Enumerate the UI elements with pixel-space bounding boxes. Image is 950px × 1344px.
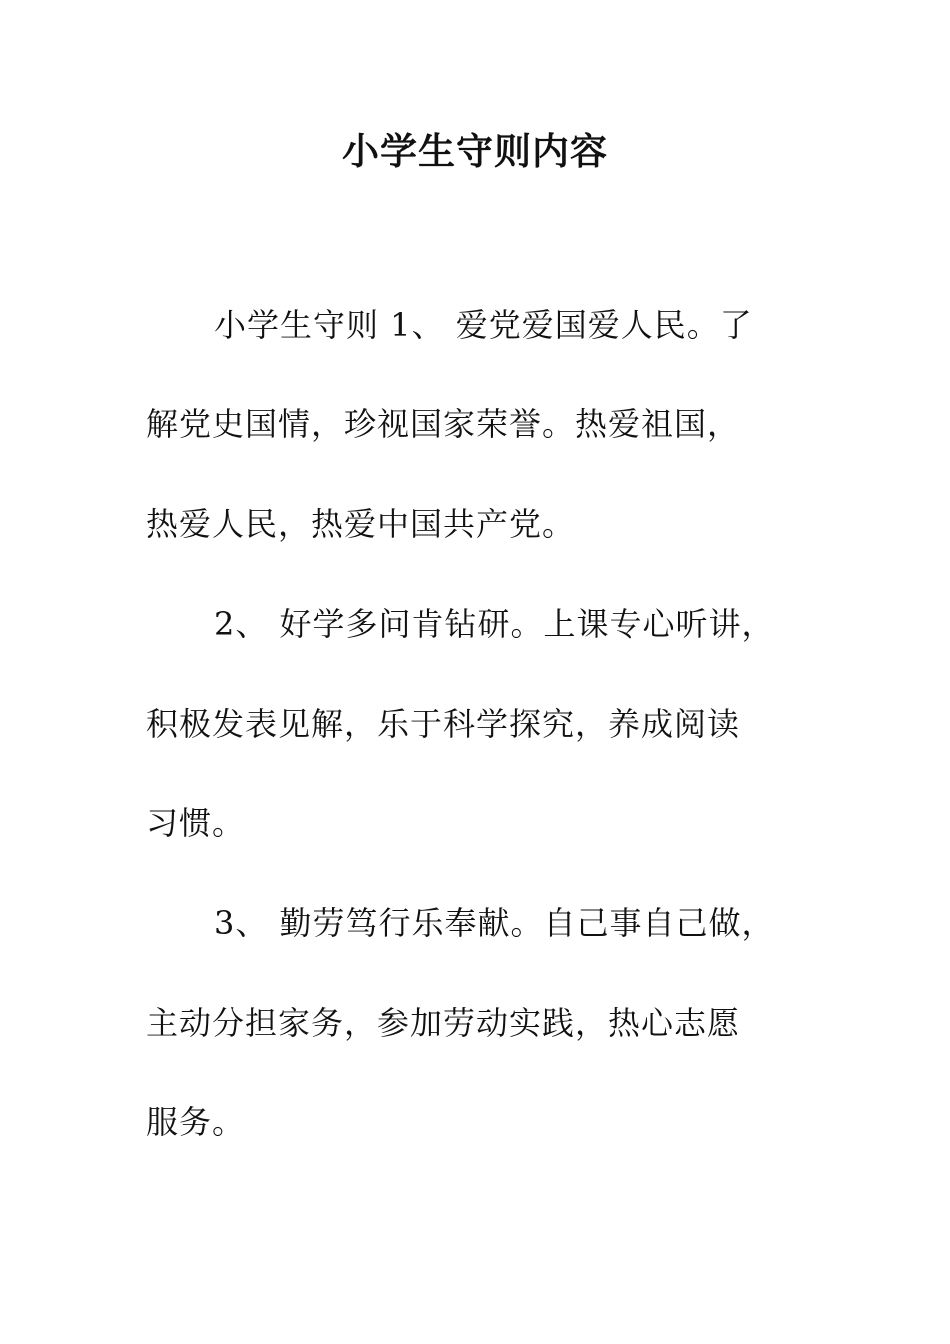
rule-1-line-2: 解党史国情，珍视国家荣誉。热爱祖国， [146, 405, 741, 443]
rule-1-line-1: 小学生守则 1、 爱党爱国爱人民。了 [214, 306, 753, 344]
rule-2-line-2: 积极发表见解，乐于科学探究，养成阅读 [146, 705, 741, 743]
rule-2-line-1: 2、 好学多问肯钻研。上课专心听讲， [214, 605, 775, 643]
rule-2-line-3: 习惯。 [146, 804, 246, 842]
rule-3-line-2: 主动分担家务，参加劳动实践，热心志愿 [146, 1004, 741, 1042]
rule-1-line-3: 热爱人民，热爱中国共产党。 [146, 505, 576, 543]
rule-3-line-3: 服务。 [146, 1103, 246, 1141]
rule-3-line-1: 3、 勤劳笃行乐奉献。自己事自己做， [214, 904, 775, 942]
document-title: 小学生守则内容 [342, 129, 608, 173]
